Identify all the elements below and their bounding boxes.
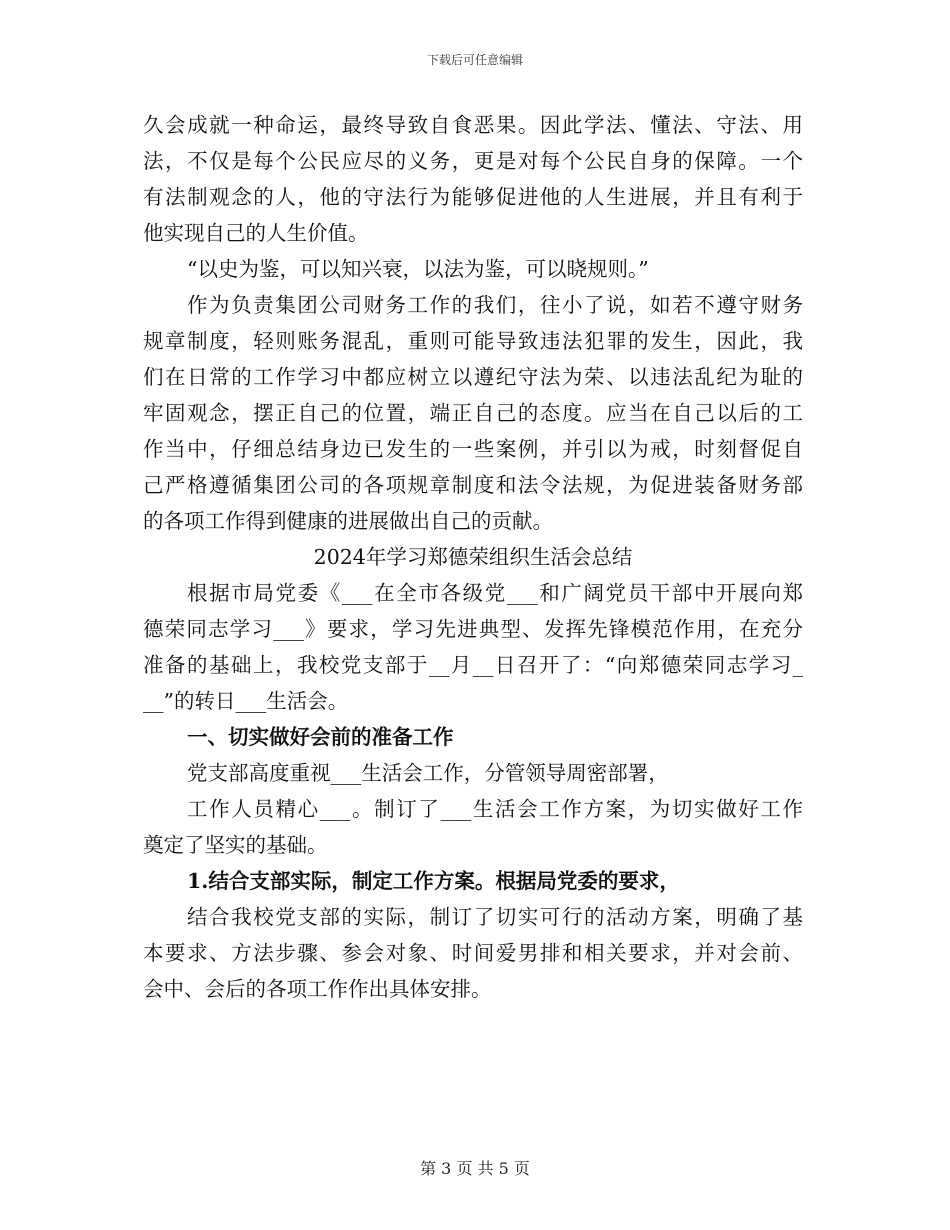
page-footer: 第 3 页 共 5 页 [420,1159,530,1178]
paragraph-line: 久会成就一种命运，最终导致自食恶果。因此学法、懂法、守法、用 [143,113,803,137]
paragraph-line: 牢固观念，摆正自己的位置，端正自己的态度。应当在自己以后的工 [143,401,803,425]
heading-work-plan: 1.结合支部实际，制定工作方案。根据局党委的要求， [187,869,680,893]
paragraph-line: 他实现自己的人生价值。 [143,221,369,245]
paragraph-line: 奠定了坚实的基础。 [143,833,328,857]
paragraph-line: 己严格遵循集团公司的各项规章制度和法令法规，为促进装备财务部 [143,473,803,497]
paragraph-line: 的各项工作得到健康的进展做出自己的贡献。 [143,509,553,533]
paragraph-line: 会中、会后的各项工作作出具体安排。 [143,977,492,1001]
paragraph-line: 有法制观念的人，他的守法行为能够促进他的人生进展，并且有利于 [143,185,803,209]
document-body [143,107,803,1007]
heading-preparation: 一、切实做好会前的准备工作 [187,725,454,749]
header-note: 下载后可任意编辑 [426,53,523,67]
paragraph-line: __”的转日___生活会。 [143,689,349,713]
paragraph-line: 准备的基础上，我校党支部于__月__日召开了：“向郑德荣同志学习_ [143,653,803,677]
paragraph-line: 结合我校党支部的实际，制订了切实可行的活动方案，明确了基 [187,905,803,929]
paragraph-line: 党支部高度重视___生活会工作，分管领导周密部署， [187,761,669,785]
quote-line: “以史为鉴，可以知兴衰，以法为鉴，可以晓规则。” [187,257,649,281]
paragraph-line: 本要求、方法步骤、参会对象、时间爱男排和相关要求，并对会前、 [143,941,803,965]
paragraph-line: 作当中，仔细总结身边已发生的一些案例，并引以为戒，时刻督促自 [143,437,803,461]
paragraph-line: 根据市局党委《___在全市各级党___和广阔党员干部中开展向郑 [187,581,803,605]
paragraph-line: 规章制度，轻则账务混乱，重则可能导致违法犯罪的发生，因此，我 [143,329,803,353]
section-title: 2024年学习郑德荣组织生活会总结 [313,545,633,569]
paragraph-line: 法，不仅是每个公民应尽的义务，更是对每个公民自身的保障。一个 [143,149,803,173]
paragraph-line: 德荣同志学习___》要求，学习先进典型、发挥先锋模范作用，在充分 [143,617,803,641]
paragraph-line: 们在日常的工作学习中都应树立以遵纪守法为荣、以违法乱纪为耻的 [143,365,803,389]
paragraph-line: 工作人员精心___。制订了___生活会工作方案，为切实做好工作 [187,797,803,821]
paragraph-line: 作为负责集团公司财务工作的我们，往小了说，如若不遵守财务 [187,293,803,317]
